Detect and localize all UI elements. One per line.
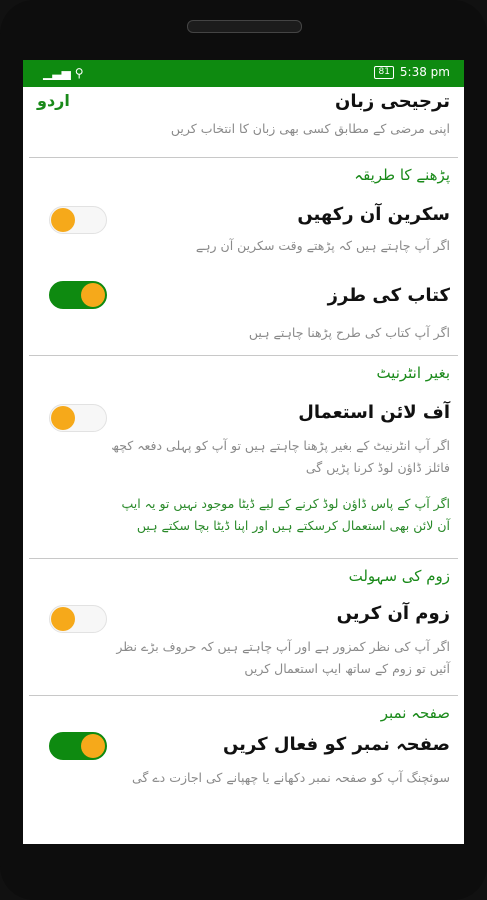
- offline-use-note-line2: آن لائن بھی استعمال کرسکتے ہیں اور اپنا ڈیٹا بچا سکتے ہیں: [136, 518, 450, 533]
- offline-use-toggle[interactable]: [49, 404, 107, 432]
- offline-use-row[interactable]: [23, 388, 464, 558]
- section-title-zoom: زوم کی سہولت: [348, 567, 450, 585]
- phone-speaker: [187, 20, 302, 33]
- page-number-description: سوئچنگ آپ کو صفحہ نمبر دکھانے یا چھپانے کی اجازت دے گی: [132, 770, 450, 785]
- preferred-language-description: اپنی مرضی کے مطابق کسی بھی زبان کا انتخاب کریں: [170, 121, 450, 136]
- zoom-on-title: زوم آن کریں: [336, 603, 450, 624]
- section-title-offline: بغیر انٹرنیٹ: [376, 364, 450, 382]
- status-bar: [23, 60, 464, 87]
- section-title-reading-mode: پڑھنے کا طریقہ: [354, 166, 450, 184]
- preferred-language-row[interactable]: [23, 87, 464, 157]
- offline-use-description-line1: اگر آپ انٹرنیٹ کے بغیر پڑھنا چاہتے ہیں تو آپ کو پہلی دفعہ کچھ: [111, 438, 450, 453]
- book-style-row[interactable]: [23, 275, 464, 355]
- toggle-knob: [51, 208, 75, 232]
- toggle-knob: [81, 283, 105, 307]
- zoom-on-row[interactable]: [23, 591, 464, 695]
- screen: [23, 60, 464, 844]
- zoom-on-toggle[interactable]: [49, 605, 107, 633]
- offline-use-description-line2: فائلز ڈاؤن لوڈ کرنا پڑیں گی: [305, 460, 450, 475]
- offline-use-title: آف لائن استعمال: [298, 402, 450, 423]
- book-style-description: اگر آپ کتاب کی طرح پڑھنا چاہتے ہیں: [248, 325, 450, 340]
- battery-icon: 81: [374, 66, 393, 79]
- book-style-title: کتاب کی طرز: [327, 285, 450, 306]
- toggle-knob: [81, 734, 105, 758]
- preferred-language-value[interactable]: اردو: [37, 91, 70, 110]
- page-number-toggle[interactable]: [49, 732, 107, 760]
- clock: 5:38 pm: [399, 65, 450, 79]
- book-style-toggle[interactable]: [49, 281, 107, 309]
- preferred-language-title: ترجیحی زبان: [335, 91, 450, 112]
- toggle-knob: [51, 406, 75, 430]
- page-number-title: صفحہ نمبر کو فعال کریں: [222, 734, 450, 755]
- zoom-on-description-line1: اگر آپ کی نظر کمزور ہے اور آپ چاہتے ہیں کہ حروف بڑے نظر: [116, 639, 450, 654]
- page-number-row[interactable]: [23, 728, 464, 808]
- toggle-knob: [51, 607, 75, 631]
- screen-on-toggle[interactable]: [49, 206, 107, 234]
- zoom-on-description-line2: آئیں تو زوم کے ساتھ ایپ استعمال کریں: [244, 661, 450, 676]
- screen-on-description: اگر آپ چاہتے ہیں کہ پڑھتے وقت سکرین آن رہے: [195, 238, 450, 253]
- signal-icon: ▁▃▅: [43, 66, 71, 80]
- offline-use-note-line1: اگر آپ کے پاس ڈاؤن لوڈ کرنے کے لیے ڈیٹا موجود نہیں تو یہ ایپ: [121, 496, 450, 511]
- usb-icon: ⚲: [74, 66, 84, 80]
- section-title-page-number: صفحہ نمبر: [380, 704, 450, 722]
- settings-list: [23, 87, 464, 808]
- screen-on-title: سکرین آن رکھیں: [297, 204, 450, 225]
- screen-on-row[interactable]: [23, 190, 464, 275]
